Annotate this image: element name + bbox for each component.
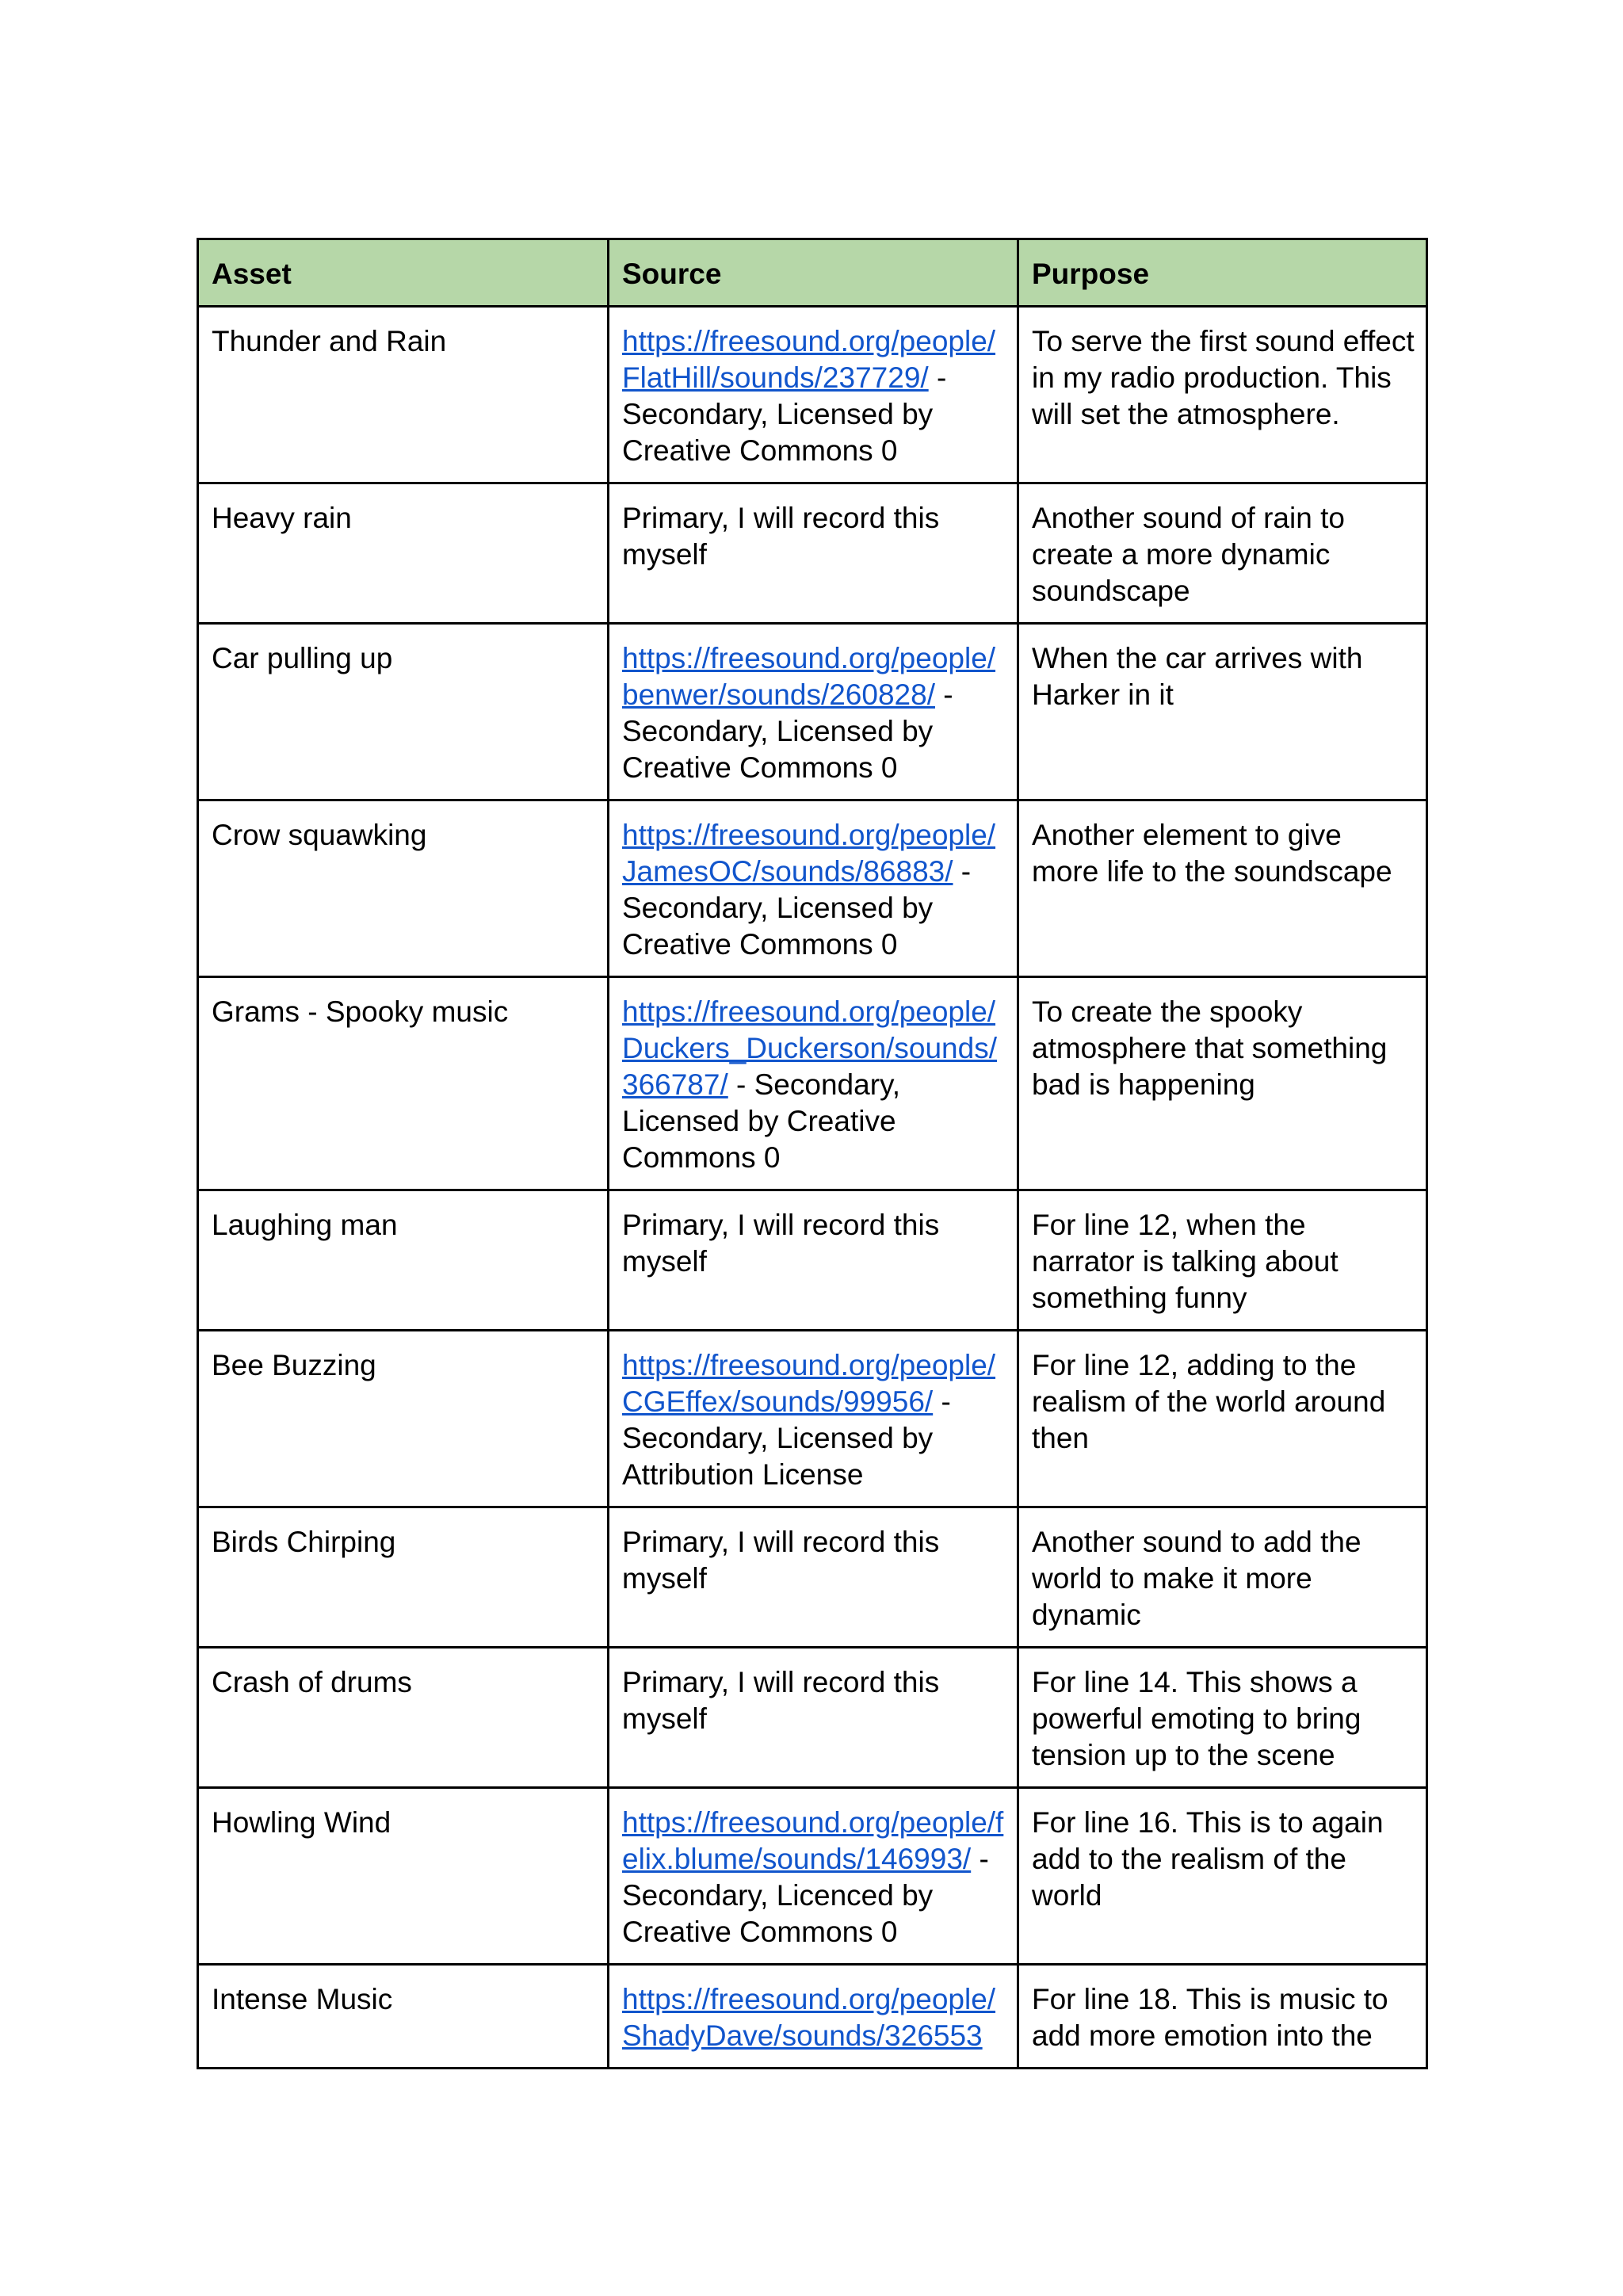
table-row	[198, 624, 1427, 800]
source-text: - Secondary, Licensed by Attribution License	[622, 1385, 951, 1491]
asset-cell: Laughing man	[198, 1190, 609, 1331]
table-row	[198, 1507, 1427, 1648]
source-cell	[609, 800, 1018, 977]
source-link[interactable]: https://freesound.org/people/benwer/sounds/260828/	[622, 642, 996, 711]
table-row	[198, 800, 1427, 977]
source-cell	[609, 977, 1018, 1190]
source-text: - Secondary, Licensed by Creative Commons 0	[622, 678, 953, 784]
source-text: Primary, I will record this myself	[622, 1526, 940, 1595]
source-text: - Secondary, Licensed by Creative Commons 0	[622, 361, 947, 467]
source-link[interactable]: https://freesound.org/people/CGEffex/sounds/99956/	[622, 1349, 996, 1418]
source-cell	[609, 1507, 1018, 1648]
source-cell	[609, 624, 1018, 800]
asset-cell: Thunder and Rain	[198, 307, 609, 483]
source-text: Primary, I will record this myself	[622, 502, 940, 571]
source-cell	[609, 1788, 1018, 1965]
asset-cell: Heavy rain	[198, 483, 609, 624]
header-purpose: Purpose	[1018, 239, 1427, 307]
source-link[interactable]: https://freesound.org/people/felix.blume/sounds/146993/	[622, 1806, 1004, 1875]
asset-cell: Bee Buzzing	[198, 1331, 609, 1507]
header-row	[198, 239, 1427, 307]
asset-cell: Car pulling up	[198, 624, 609, 800]
table-row	[198, 1965, 1427, 2069]
asset-cell: Crash of drums	[198, 1648, 609, 1788]
purpose-cell: To create the spooky atmosphere that something bad is happening	[1018, 977, 1427, 1190]
purpose-cell: Another sound to add the world to make it more dynamic	[1018, 1507, 1427, 1648]
asset-cell: Crow squawking	[198, 800, 609, 977]
source-cell	[609, 1965, 1018, 2069]
source-text: - Secondary, Licensed by Creative Commons 0	[622, 1068, 901, 1174]
table-row	[198, 1331, 1427, 1507]
purpose-cell: For line 12, when the narrator is talking about something funny	[1018, 1190, 1427, 1331]
purpose-cell: For line 12, adding to the realism of the world around then	[1018, 1331, 1427, 1507]
table-row	[198, 1190, 1427, 1331]
header-source: Source	[609, 239, 1018, 307]
source-cell	[609, 1648, 1018, 1788]
source-text: - Secondary, Licenced by Creative Commons 0	[622, 1843, 989, 1948]
purpose-cell: Another sound of rain to create a more dynamic soundscape	[1018, 483, 1427, 624]
purpose-cell: For line 18. This is music to add more emotion into the	[1018, 1965, 1427, 2069]
table-row	[198, 977, 1427, 1190]
table-body	[198, 307, 1427, 2069]
purpose-cell: Another element to give more life to the soundscape	[1018, 800, 1427, 977]
source-link[interactable]: https://freesound.org/people/JamesOC/sounds/86883/	[622, 819, 996, 888]
purpose-cell: For line 14. This shows a powerful emoting to bring tension up to the scene	[1018, 1648, 1427, 1788]
source-link[interactable]: https://freesound.org/people/ShadyDave/sounds/326553	[622, 1983, 996, 2052]
source-text: Primary, I will record this myself	[622, 1209, 940, 1278]
source-link[interactable]: https://freesound.org/people/Duckers_Duckerson/sounds/366787/	[622, 995, 997, 1101]
table-row	[198, 307, 1427, 483]
asset-cell: Howling Wind	[198, 1788, 609, 1965]
purpose-cell: To serve the first sound effect in my radio production. This will set the atmosphere.	[1018, 307, 1427, 483]
source-link[interactable]: https://freesound.org/people/FlatHill/sounds/237729/	[622, 325, 996, 394]
source-cell	[609, 1190, 1018, 1331]
source-text: - Secondary, Licensed by Creative Commons 0	[622, 855, 972, 961]
table-row	[198, 1788, 1427, 1965]
asset-cell: Birds Chirping	[198, 1507, 609, 1648]
asset-cell: Grams - Spooky music	[198, 977, 609, 1190]
purpose-cell: For line 16. This is to again add to the realism of the world	[1018, 1788, 1427, 1965]
purpose-cell: When the car arrives with Harker in it	[1018, 624, 1427, 800]
table-row	[198, 483, 1427, 624]
header-asset: Asset	[198, 239, 609, 307]
table-row	[198, 1648, 1427, 1788]
source-cell	[609, 483, 1018, 624]
source-cell	[609, 1331, 1018, 1507]
source-text: Primary, I will record this myself	[622, 1666, 940, 1735]
asset-table	[197, 238, 1428, 2069]
source-cell	[609, 307, 1018, 483]
asset-cell: Intense Music	[198, 1965, 609, 2069]
